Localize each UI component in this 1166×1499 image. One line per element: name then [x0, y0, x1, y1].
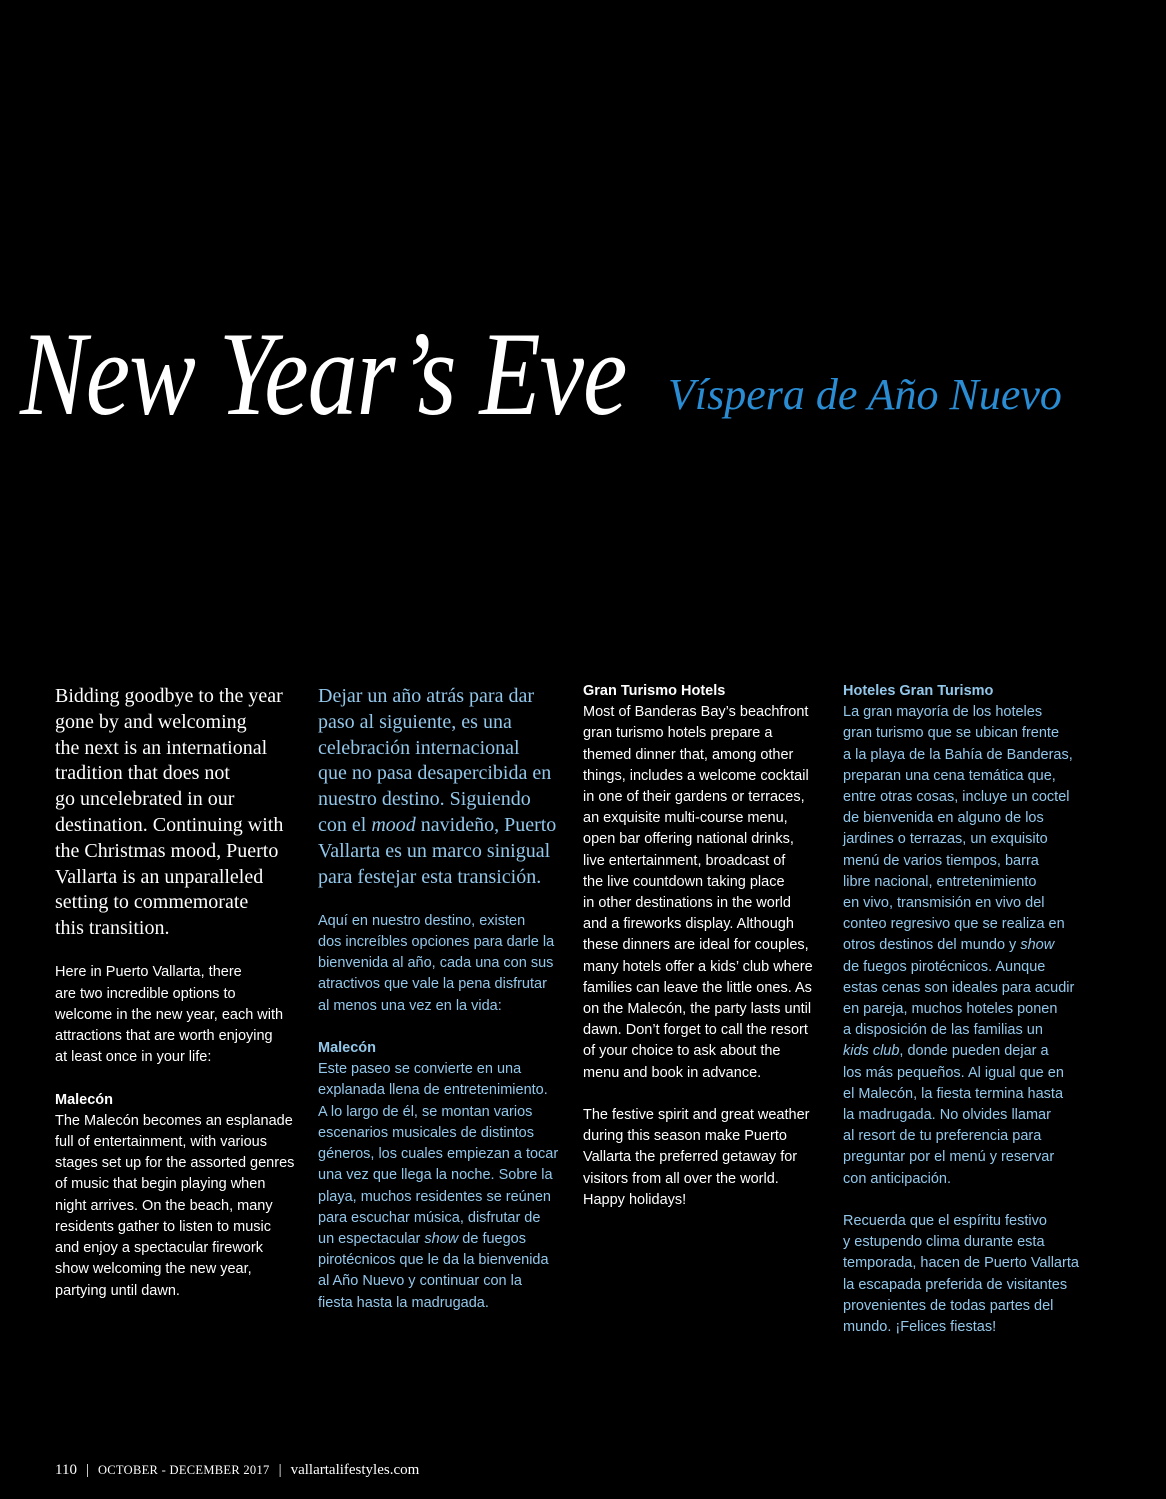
text-line: stages set up for the assorted genres — [55, 1155, 295, 1172]
lead-paragraph — [318, 684, 568, 890]
text-line: al menos una vez en la vida: — [318, 997, 502, 1014]
lead-paragraph — [55, 684, 305, 942]
page-subtitle: Víspera de Año Nuevo — [668, 370, 1062, 419]
text-line: residents gather to listen to music — [55, 1218, 271, 1235]
text-line: de fuegos pirotécnicos. Aunque — [843, 958, 1046, 975]
text-line: things, includes a welcome cocktail — [583, 767, 809, 784]
text-line: gone by and welcoming — [55, 710, 247, 733]
text-line: in one of their gardens or terraces, — [583, 789, 805, 806]
text-line: destination. Continuing with — [55, 813, 284, 836]
text-line: libre nacional, entretenimiento — [843, 873, 1037, 890]
text-line: A lo largo de él, se montan varios — [318, 1103, 533, 1120]
text-line: la escapada preferida de visitantes — [843, 1276, 1068, 1293]
text-line: géneros, los cuales empiezan a tocar — [318, 1146, 559, 1163]
text-line: this transition. — [55, 917, 170, 940]
text-line: open bar offering national drinks, — [583, 831, 794, 848]
text-line: atractivos que vale la pena disfrutar — [318, 976, 547, 993]
issue-dates: OCTOBER - DECEMBER 2017 — [97, 1463, 270, 1477]
italic-word: show — [424, 1230, 459, 1247]
column-english-hotels — [583, 681, 833, 1232]
text-line: night arrives. On the beach, many — [55, 1197, 273, 1214]
text-line: el Malecón, la fiesta termina hasta — [843, 1085, 1064, 1102]
text-line: Aquí en nuestro destino, existen — [318, 912, 526, 929]
text-line: menu and book in advance. — [583, 1064, 762, 1081]
text-line: Recuerda que el espíritu festivo — [843, 1213, 1047, 1230]
text-line: pirotécnicos que le da la bienvenida — [318, 1252, 549, 1269]
text-line: paso al siguiente, es una — [318, 710, 512, 733]
text-line: mundo. ¡Felices fiestas! — [843, 1319, 997, 1336]
text-line — [318, 813, 568, 839]
italic-word: kids club — [843, 1043, 900, 1060]
text-segment: un espectacular — [318, 1230, 425, 1247]
text-line: setting to commemorate — [55, 891, 249, 914]
footer-separator: | — [278, 1462, 282, 1478]
section-heading: Hoteles Gran Turismo — [843, 683, 994, 699]
text-line: gran turismo que se ubican frente — [843, 725, 1060, 742]
text-segment: con el — [318, 813, 372, 836]
text-segment: navideño, Puerto — [415, 813, 557, 836]
text-line: Este paseo se convierte en una — [318, 1061, 522, 1078]
text-line: partying until dawn. — [55, 1282, 180, 1299]
text-line: y estupendo clima durante esta — [843, 1234, 1045, 1251]
text-line: many hotels offer a kids’ club where — [583, 958, 813, 975]
text-line: Dejar un año atrás para dar — [318, 685, 534, 707]
column-spanish-intro — [318, 684, 568, 1335]
text-line: gran turismo hotels prepare a — [583, 725, 773, 742]
text-line: families can leave the little ones. As — [583, 979, 812, 996]
text-line: explanada llena de entretenimiento. — [318, 1082, 548, 1099]
text-line: al resort de tu preferencia para — [843, 1128, 1042, 1145]
text-line: al Año Nuevo y continuar con la — [318, 1273, 522, 1290]
column-spanish-hotels — [843, 681, 1093, 1359]
text-line: preguntar por el menú y reservar — [843, 1149, 1055, 1166]
body-paragraph — [55, 962, 305, 1068]
text-line: Vallarta is an unparalleled — [55, 865, 264, 888]
text-line: show welcoming the new year, — [55, 1261, 252, 1278]
italic-word: show — [1020, 937, 1055, 954]
text-segment: , donde pueden dejar a — [899, 1043, 1049, 1060]
text-line: para festejar esta transición. — [318, 865, 542, 888]
text-line: nuestro destino. Siguiendo — [318, 788, 531, 811]
text-line: playa, muchos residentes se reúnen — [318, 1188, 551, 1205]
text-line: of your choice to ask about the — [583, 1043, 781, 1060]
body-paragraph — [583, 1105, 833, 1211]
text-line: en vivo, transmisión en vivo del — [843, 895, 1045, 912]
text-line: tradition that does not — [55, 762, 230, 785]
text-line: Happy holidays! — [583, 1191, 687, 1208]
text-line: an exquisite multi-course menu, — [583, 810, 788, 827]
italic-word: mood — [371, 813, 416, 836]
text-line: at least once in your life: — [55, 1049, 212, 1066]
body-paragraph — [583, 702, 833, 1084]
text-line: live entertainment, broadcast of — [583, 852, 786, 869]
section-heading: Malecón — [55, 1091, 114, 1108]
text-line: la madrugada. No olvides llamar — [843, 1107, 1051, 1124]
text-line: para escuchar música, disfrutar de — [318, 1209, 541, 1226]
text-line — [843, 935, 1093, 956]
text-line: in other destinations in the world — [583, 895, 791, 912]
text-line: que no pasa desapercibida en — [318, 762, 552, 785]
text-line: menú de varios tiempos, barra — [843, 852, 1039, 869]
text-line: go uncelebrated in our — [55, 788, 235, 811]
text-line: escenarios musicales de distintos — [318, 1124, 534, 1141]
text-line: celebración internacional — [318, 736, 520, 759]
section-heading: Malecón — [318, 1040, 377, 1057]
text-line: fiesta hasta la madrugada. — [318, 1294, 489, 1311]
text-line: Bidding goodbye to the year — [55, 685, 283, 707]
text-line: con anticipación. — [843, 1170, 952, 1187]
text-line: dos increíbles opciones para darle la — [318, 934, 555, 951]
text-line: visitors from all over the world. — [583, 1170, 779, 1187]
page-title: New Year’s Eve — [20, 307, 627, 441]
footer-separator: | — [85, 1462, 89, 1478]
text-line: welcome in the new year, each with — [55, 1006, 284, 1023]
text-segment: otros destinos del mundo y — [843, 937, 1021, 954]
text-line: en pareja, muchos hoteles ponen — [843, 1001, 1058, 1018]
text-line: are two incredible options to — [55, 985, 236, 1002]
text-line: the Christmas mood, Puerto — [55, 839, 279, 862]
text-line: estas cenas son ideales para acudir — [843, 979, 1075, 996]
page-number: 110 — [55, 1462, 77, 1478]
text-line: during this season make Puerto — [583, 1128, 787, 1145]
text-segment: de fuegos — [458, 1230, 526, 1247]
text-line: The Malecón becomes an esplanade — [55, 1112, 293, 1129]
body-paragraph — [318, 1059, 568, 1313]
text-line: entre otras cosas, incluye un coctel — [843, 789, 1070, 806]
text-line: de bienvenida en alguno de los — [843, 810, 1044, 827]
text-line: provenientes de todas partes del — [843, 1297, 1054, 1314]
website: vallartalifestyles.com — [290, 1462, 420, 1478]
text-line: Vallarta the preferred getaway for — [583, 1149, 798, 1166]
text-line: and a fireworks display. Although — [583, 916, 794, 933]
body-paragraph — [843, 702, 1093, 1190]
text-line: temporada, hacen de Puerto Vallarta — [843, 1255, 1079, 1272]
text-line: Here in Puerto Vallarta, there — [55, 964, 242, 981]
text-line: dawn. Don’t forget to call the resort — [583, 1022, 808, 1039]
text-line: los más pequeños. Al igual que en — [843, 1064, 1064, 1081]
text-line: the live countdown taking place — [583, 873, 785, 890]
text-line: themed dinner that, among other — [583, 746, 794, 763]
text-line: The festive spirit and great weather — [583, 1107, 810, 1124]
body-paragraph — [318, 911, 568, 1017]
text-line: conteo regresivo que se realiza en — [843, 916, 1065, 933]
text-line: Vallarta es un marco sinigual — [318, 839, 551, 862]
text-line: Most of Banderas Bay’s beachfront — [583, 704, 809, 721]
text-line: jardines o terrazas, un exquisito — [843, 831, 1048, 848]
text-line — [318, 1229, 568, 1250]
text-line: the next is an international — [55, 736, 268, 759]
text-line: attractions that are worth enjoying — [55, 1028, 273, 1045]
text-line: a disposición de las familias un — [843, 1022, 1043, 1039]
text-line: of music that begin playing when — [55, 1176, 266, 1193]
text-line: bienvenida al año, cada una con sus — [318, 955, 554, 972]
text-line: preparan una cena temática que, — [843, 767, 1056, 784]
section-heading: Gran Turismo Hotels — [583, 683, 726, 699]
text-line: a la playa de la Bahía de Banderas, — [843, 746, 1073, 763]
text-line: and enjoy a spectacular firework — [55, 1240, 263, 1257]
text-line: una vez que llega la noche. Sobre la — [318, 1167, 553, 1184]
text-line: these dinners are ideal for couples, — [583, 937, 809, 954]
text-line: full of entertainment, with various — [55, 1134, 267, 1151]
text-line: on the Malecón, the party lasts until — [583, 1001, 812, 1018]
body-paragraph — [843, 1211, 1093, 1338]
page-footer — [55, 1460, 419, 1480]
body-paragraph — [55, 1111, 305, 1302]
column-english-intro — [55, 684, 305, 1323]
text-line: La gran mayoría de los hoteles — [843, 704, 1043, 721]
text-line — [843, 1041, 1093, 1062]
